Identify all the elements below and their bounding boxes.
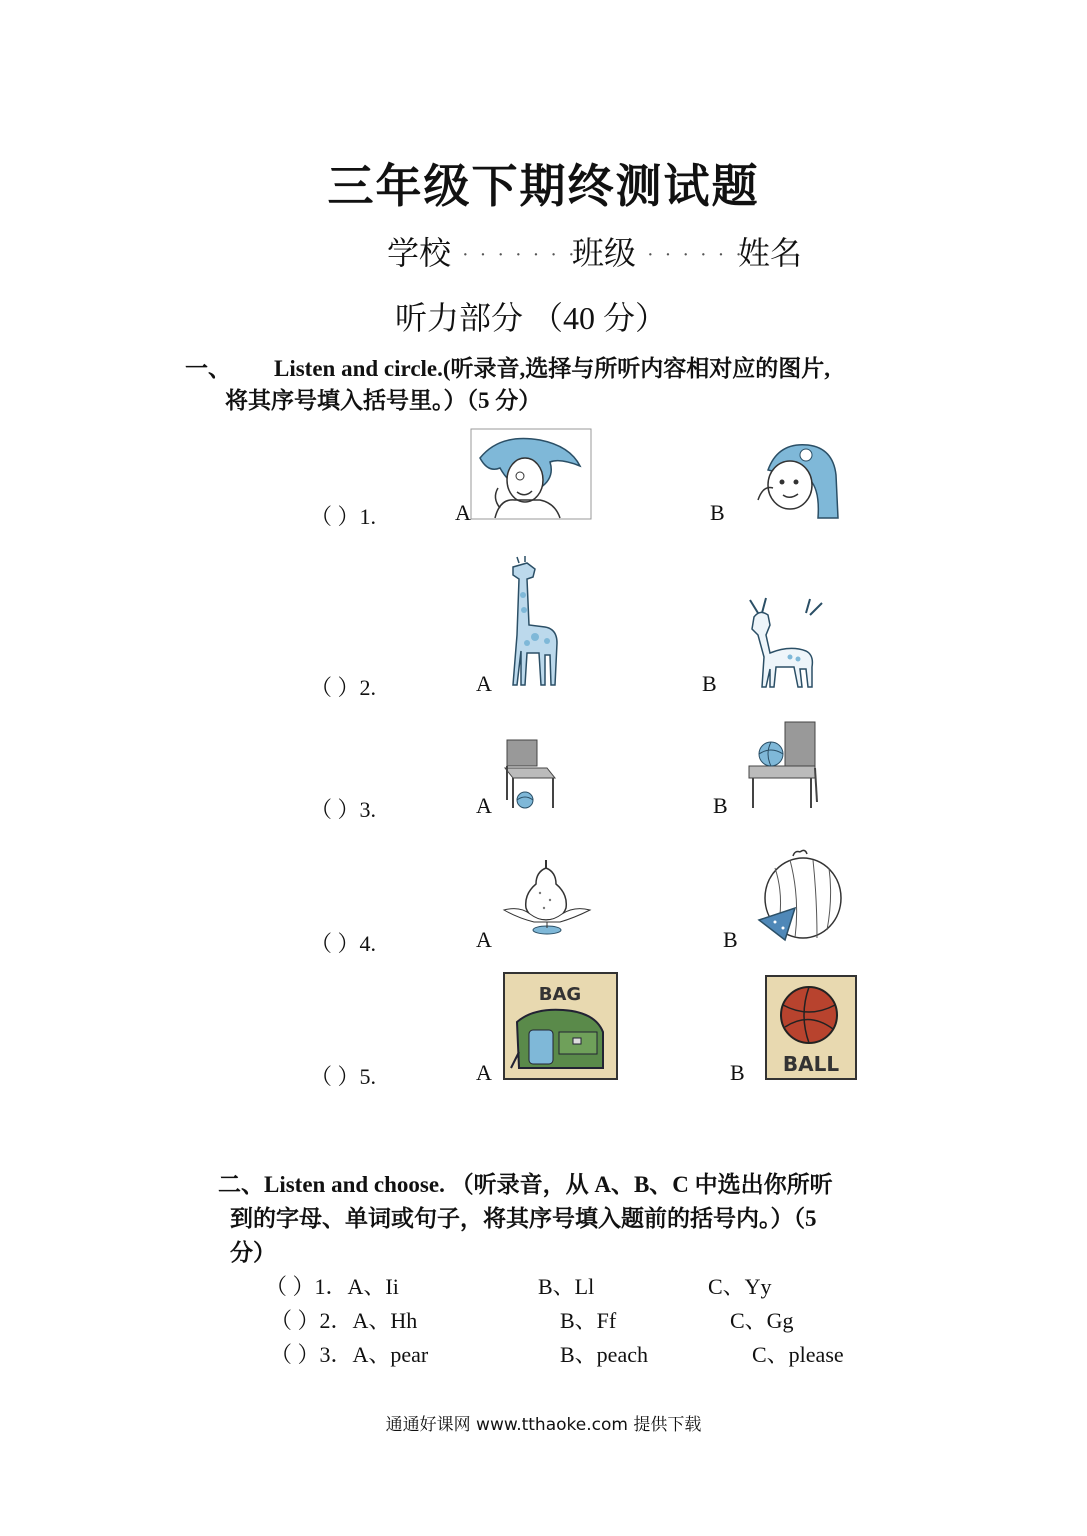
- ball-icon: [765, 975, 857, 1080]
- bag-caption: BAG: [538, 984, 582, 1005]
- ball-caption: BALL: [782, 1052, 840, 1076]
- ball-on-chair-icon: [745, 720, 830, 810]
- p2-q3-option-c: C、please: [752, 1342, 844, 1367]
- listening-heading: 听力部分 （40 分）: [395, 300, 668, 336]
- page-title: 三年级下期终测试题: [327, 161, 760, 212]
- part2-instruction-3: 分）: [230, 1240, 276, 1265]
- deer-icon: [740, 595, 832, 690]
- q3-label: （ ）3.: [310, 797, 377, 822]
- school-label: 学校: [387, 235, 452, 271]
- p2-q3-option-b: B、peach: [560, 1342, 648, 1367]
- q4-label: （ ）4.: [310, 931, 377, 956]
- p2-q1-label: （ ）1．A、Ii: [265, 1274, 399, 1299]
- q2-option-a: A: [476, 671, 492, 696]
- q5-option-a: A: [476, 1060, 492, 1085]
- part2-instruction-2: 到的字母、单词或句子，将其序号填入题前的括号内。）（5: [230, 1206, 817, 1231]
- class-label: 班级: [572, 235, 637, 271]
- woman-icon: [470, 428, 592, 520]
- watermelon-icon: [755, 848, 845, 943]
- pear-icon: [500, 858, 595, 938]
- q1-label: （ ）1.: [310, 504, 377, 529]
- ball-under-chair-icon: [497, 738, 567, 810]
- part2-instruction-1: 二、Listen and choose. （听录音，从 A、B、C 中选出你所听: [218, 1172, 833, 1197]
- q1-option-a: A: [455, 500, 471, 525]
- bag-icon: [503, 972, 618, 1080]
- giraffe-icon: [505, 555, 565, 690]
- q5-label: （ ）5.: [310, 1064, 377, 1089]
- p2-q2-label: （ ）2．A、Hh: [270, 1308, 418, 1333]
- p2-q3-label: （ ）3．A、pear: [270, 1342, 429, 1367]
- footer-source: 通通好课网 www.tthaoke.com 提供下载: [385, 1415, 702, 1435]
- q2-label: （ ）2.: [310, 675, 377, 700]
- girl-icon: [748, 440, 848, 520]
- class-blank[interactable]: · · · · · · ·: [647, 244, 763, 266]
- part1-instruction-2: 将其序号填入括号里。）（5 分）: [225, 388, 542, 413]
- q3-option-a: A: [476, 793, 492, 818]
- school-blank[interactable]: · · · · · · ·: [462, 244, 578, 266]
- name-label: 姓名: [738, 235, 803, 271]
- q5-option-b: B: [730, 1060, 745, 1085]
- q4-option-a: A: [476, 927, 492, 952]
- q4-option-b: B: [723, 927, 738, 952]
- part1-instruction-1: Listen and circle.(听录音,选择与所听内容相对应的图片,: [274, 356, 831, 381]
- q3-option-b: B: [713, 793, 728, 818]
- part1-number: 一、: [185, 356, 231, 381]
- p2-q1-option-b: B、Ll: [538, 1274, 595, 1299]
- p2-q2-option-b: B、Ff: [560, 1308, 617, 1333]
- q2-option-b: B: [702, 671, 717, 696]
- p2-q2-option-c: C、Gg: [730, 1308, 794, 1333]
- q1-option-b: B: [710, 500, 725, 525]
- p2-q1-option-c: C、Yy: [708, 1274, 772, 1299]
